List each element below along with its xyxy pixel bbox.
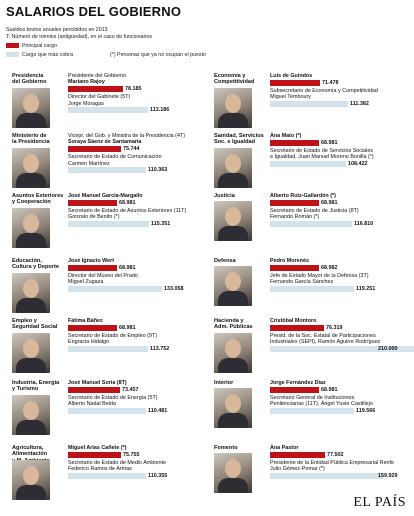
high-salary-bar [68,286,162,292]
ministry-name: Empleo y Seguridad Social [12,318,58,331]
portrait-photo [214,201,252,241]
main-salary-label: 76.319 [326,324,343,331]
ministry-name: Economía y Competitividad [214,73,255,86]
main-salary-bar [270,387,319,393]
main-salary-label: 68.981 [119,264,136,271]
portrait-photo [12,333,50,373]
main-person-text: José Manuel Soria (8T) [68,380,127,386]
high-person-text: Subsecretario de Economía y Competitividad [270,88,378,95]
main-salary-label: 77.502 [327,451,344,458]
ministry-card [6,318,206,378]
high-salary-bar [68,167,146,173]
main-salary-label: 68.981 [119,324,136,331]
ministry-name: Defensa [214,258,236,264]
high-salary-bar [270,101,348,107]
main-person-text: José Ignacio Wert [68,258,115,264]
ministry-card [6,193,206,253]
main-salary-label: 73.457 [122,386,139,393]
high-person-text: Fernando Román (*) [270,214,320,221]
main-person-text: Fátima Báñez [68,318,103,324]
high-person-text: Secretario de Estado de Energía (5T) [68,395,158,402]
portrait-photo [214,453,252,493]
ministry-name: Interior [214,380,234,386]
portrait-photo [214,266,252,306]
main-salary-label: 75.755 [123,451,140,458]
high-person-text: Presid. de la Soc. Estatal de Participaciones [270,333,376,340]
ministry-card [208,258,408,318]
ministry-card [208,73,408,133]
portrait-photo [12,273,50,313]
main-person-text: Vicepr. del Gob. y Ministra de la Presidencia (4T) [68,133,186,139]
high-person-text: e Igualdad, Juan Manuel Moreno Bonilla (*) [270,154,374,161]
main-person-text: Miguel Arias Cañete (*) [68,445,127,451]
high-salary-label: 116.810 [354,221,374,228]
main-salary-label: 68.981 [119,199,136,206]
main-salary-label: 75.744 [123,145,140,152]
main-person-text: Jorge Fernández Díaz [270,380,326,386]
ministry-name: Presidencia del Gobierno [12,73,47,86]
high-salary-label: 110.481 [148,408,168,415]
high-person-text: Carmen Martínez [68,160,110,167]
high-salary-label: 159.929 [378,473,398,480]
high-person-text: Alberto Nadal Belda [68,401,116,408]
main-person-text: Cristóbal Montoro [270,318,317,324]
high-salary-label: 111.382 [350,101,369,108]
high-person-text: Engracia Hidalgo [68,339,110,346]
high-salary-label: 110.355 [148,473,168,480]
ministry-name: Asuntos Exteriores y Cooperación [12,193,64,206]
main-person-text: Mariano Rajoy [68,79,105,86]
ministry-card [6,258,206,318]
high-salary-label: 119.251 [356,286,376,293]
legend-main-label: Principal cargo [22,43,58,49]
main-person-text: Pedro Morenés [270,258,309,264]
high-salary-label: 210.000 [378,346,398,353]
high-person-text: Jefe de Estado Mayor de la Defensa (3T) [270,273,369,280]
high-salary-label: 115.351 [151,221,171,228]
ministry-card [208,193,408,253]
high-salary-label: 113.752 [150,346,170,353]
high-salary-label: 108.422 [348,161,368,168]
high-person-text: Industriales (SEPI), Ramón Aguirre Rodríguez [270,339,381,346]
high-salary-bar [270,161,346,167]
portrait-photo [12,395,50,435]
high-person-text: Penitenciarias (11T), Ángel Yuste Castillejo [270,401,373,408]
main-salary-bar [68,265,117,271]
main-person-text: Alberto Ruiz-Gallardón (*) [270,193,336,199]
main-person-text: Ana Pastor [270,445,299,451]
high-person-text: Secretario General de Instituciones [270,395,355,402]
ministry-name: Industria, Energía y Turismo [12,380,60,393]
high-salary-bar [270,473,383,479]
high-salary-label: 113.186 [150,107,170,114]
high-salary-label: 133.058 [164,286,184,293]
main-person-text: Luis de Guindos [270,73,313,79]
el-pais-logo: EL PAÍS [353,495,406,510]
ministry-card [6,445,206,505]
main-salary-bar [68,200,117,206]
main-salary-bar [68,325,117,331]
high-person-text: Secretario de Estado de Asuntos Exteriores (11T) [68,208,187,215]
high-salary-label: 119.566 [356,408,376,415]
main-salary-label: 68.981 [321,199,338,206]
main-salary-bar [270,452,325,458]
ministry-name: Ministerio de la Presidencia [12,133,50,146]
portrait-photo [214,148,252,188]
ministry-card [208,380,408,440]
portrait-photo [214,88,252,128]
main-person-text: José Manuel García-Margallo [68,193,143,199]
legend-note: (*) Personas que ya no ocupan el puesto [110,52,206,58]
main-salary-bar [270,140,319,146]
subtitle-trienios: T: Número de trienios (antigüedad), en el caso de funcionarios [6,34,153,40]
high-person-text: Secretario de Estado de Medio Ambiente [68,460,166,467]
page-title: SALARIOS DEL GOBIERNO [6,4,182,19]
legend-high-label: Cargo que más cobra [22,52,73,58]
high-salary-bar [270,286,354,292]
portrait-photo [214,333,252,373]
high-person-text: Jorge Moragas [68,100,104,107]
ministry-card [6,73,206,133]
main-salary-label: 68.982 [321,264,338,271]
high-person-text: Presidente de la Entidad Pública Empresarial Renfe [270,460,395,467]
main-salary-bar [68,387,120,393]
ministry-card [6,380,206,440]
high-salary-bar [68,473,146,479]
main-person-text: Presidente del Gobierno [68,73,127,79]
high-person-text: Julio Gómez-Pomar (*) [270,466,325,473]
high-salary-label: 110.363 [148,167,168,174]
main-salary-label: 68.981 [321,139,338,146]
portrait-photo [12,208,50,248]
portrait-photo [214,388,252,428]
ministry-name: Agricultura, Alimentación [12,445,48,458]
main-salary-bar [270,325,324,331]
subtitle-salaries: Sueldos brutos anuales percibidos en 2013 [6,27,108,33]
main-salary-bar [270,265,319,271]
high-salary-bar [68,107,148,113]
high-salary-bar [270,408,354,414]
high-salary-bar [68,221,149,227]
main-person-text: Ana Mato (*) [270,133,302,139]
legend-main-swatch [6,43,19,48]
ministry-name: Hacienda y Adm. Públicas [214,318,253,331]
main-salary-label: 78.185 [125,85,142,92]
main-salary-label: 68.981 [321,386,338,393]
portrait-photo [12,148,50,188]
main-person-text: Soraya Sáenz de Santamaría [68,139,142,146]
main-salary-bar [270,200,319,206]
high-person-text: Secretario de Estado de Empleo (9T) [68,333,157,340]
ministry-card [208,133,408,193]
ministry-name: Fomento [214,445,238,451]
high-person-text: Director del Gabinete (5T) [68,94,131,101]
portrait-photo [12,88,50,128]
high-salary-bar [68,346,148,352]
main-salary-bar [68,86,123,92]
main-salary-bar [270,80,320,86]
ministry-card [208,318,408,378]
high-person-text: Director del Museo del Prado [68,273,138,280]
ministry-name: Educación, Cultura y Deporte [12,258,59,271]
main-salary-bar [68,452,121,458]
high-person-text: Miguel Zugaza [68,279,104,286]
high-person-text: Secretario de Estado de Justicia (8T) [270,208,359,215]
portrait-photo [12,460,50,500]
high-salary-bar [270,221,352,227]
ministry-name: Sanidad, Servicios Soc. e Igualdad [214,133,264,146]
high-person-text: Federico Ramos de Armas [68,466,132,473]
high-person-text: Secretario de Estado de Servicios Sociales [270,148,374,155]
high-person-text: Gonzalo de Benito (*) [68,214,120,221]
high-person-text: Miguel Temboury [270,94,311,101]
ministry-card [6,133,206,193]
high-person-text: Fernando García Sánchez [270,279,334,286]
high-person-text: Secretario de Estado de Comunicación [68,154,162,161]
main-salary-label: 71.478 [322,79,339,86]
legend-high-swatch [6,52,19,57]
main-salary-bar [68,146,121,152]
high-salary-bar [68,408,146,414]
ministry-name: Justicia [214,193,235,199]
